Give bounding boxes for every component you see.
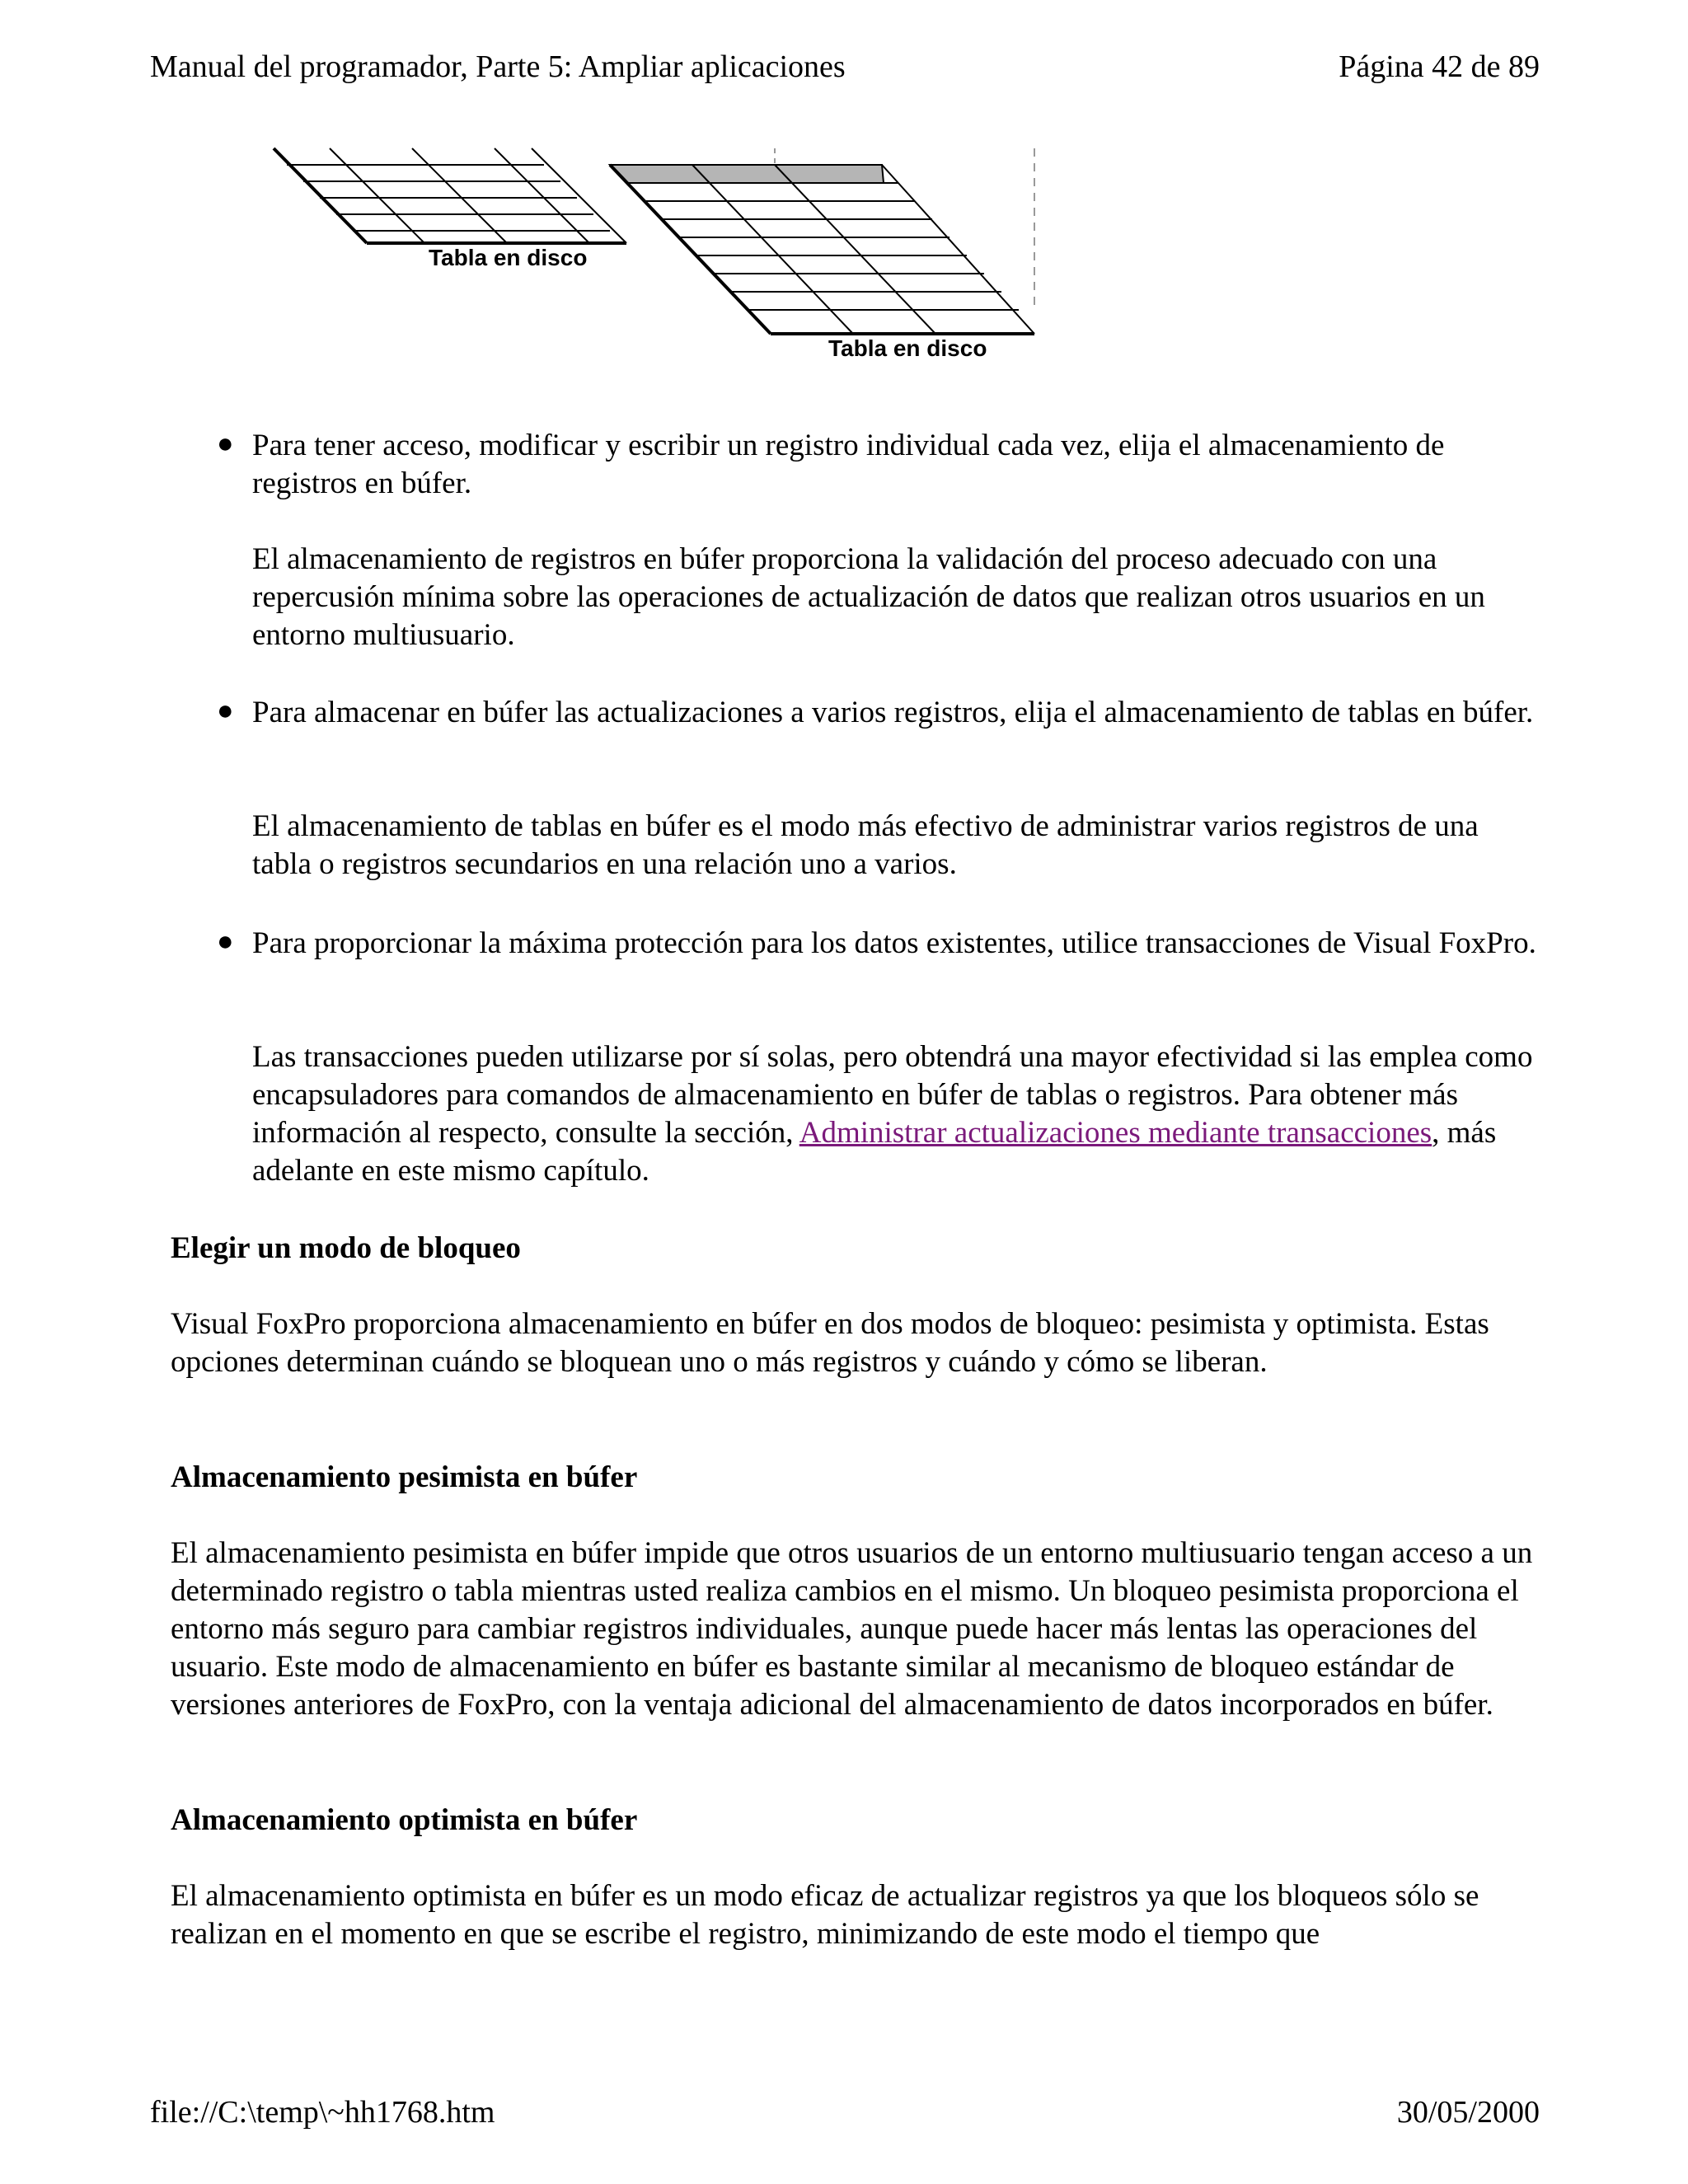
bullet-1-detail: El almacenamiento de registros en búfer proporciona la validación del proceso adecuado con una repercusión mínima sobre las operaciones de actualización de datos que realizan otros usuarios en un entorno multiusuario. xyxy=(252,542,1485,652)
bullet-3-text: Para proporcionar la máxima protección para los datos existentes, utilice transacciones de Visual FoxPro. xyxy=(252,926,1536,960)
heading-lock-mode: Elegir un modo de bloqueo xyxy=(171,1231,521,1265)
bullet-3-detail xyxy=(252,1038,1538,1190)
bullet-1-text: Para tener acceso, modificar y escribir un registro individual cada vez, elija el almacenamiento de registros en búfer. xyxy=(252,429,1445,500)
transactions-link[interactable]: Administrar actualizaciones mediante transacciones xyxy=(799,1116,1432,1150)
right-disk-table xyxy=(610,148,1034,334)
bullet-3-detail-pre: Las transacciones pueden utilizarse por sí solas, pero obtendrá una mayor efectividad si las emplea como encapsuladores para comandos de almacenamiento en búfer de tablas o registros. Para obtener más información al respecto, consulte la sección, xyxy=(252,1040,1533,1150)
bullet-2-text: Para almacenar en búfer las actualizaciones a varios registros, elija el almacenamiento de tablas en búfer. xyxy=(252,696,1534,729)
bullet-2-dot: ● xyxy=(217,696,234,726)
bullet-3-detail-post: , más adelante en este mismo capítulo. xyxy=(252,1116,1497,1188)
right-table-caption: Tabla en disco xyxy=(828,335,987,361)
bullet-3-dot: ● xyxy=(217,926,234,957)
bullet-2-detail: El almacenamiento de tablas en búfer es el modo más efectivo de administrar varios registros de una tabla o registros secundarios en una relación uno a varios. xyxy=(252,809,1479,881)
pessimistic-paragraph: El almacenamiento pesimista en búfer impide que otros usuarios de un entorno multiusuario tengan acceso a un determinado registro o tabla mientras usted realiza cambios en el mismo. Un bloqueo pesimista proporciona el entorno más seguro para cambiar registros individuales, aunque puede hacer más lentas las operaciones del usuario. Este modo de almacenamiento en búfer es bastante similar al mecanismo de bloqueo estándar de versiones anteriores de FoxPro, con la ventaja adicional del almacenamiento de datos incorporados en búfer. xyxy=(171,1536,1533,1722)
left-table-caption: Tabla en disco xyxy=(429,245,588,270)
footer-file-path: file://C:\temp\~hh1768.htm xyxy=(150,2095,495,2130)
optimistic-paragraph: El almacenamiento optimista en búfer es un modo eficaz de actualizar registros ya que los bloqueos sólo se realizan en el momento en que se escribe el registro, minimizando de este modo el tiempo que xyxy=(171,1879,1479,1951)
optimistic-paragraph-clipped xyxy=(171,1877,1555,1951)
left-disk-table xyxy=(274,148,626,243)
footer-date: 30/05/2000 xyxy=(1396,2095,1540,2130)
lock-mode-paragraph: Visual FoxPro proporciona almacenamiento en búfer en dos modos de bloqueo: pesimista y optimista. Estas opciones determinan cuándo se bloquean uno o más registros y cuándo y cómo se liberan. xyxy=(171,1307,1489,1379)
page-header-title: Manual del programador, Parte 5: Ampliar aplicaciones xyxy=(150,49,846,84)
page-number: Página 42 de 89 xyxy=(1339,49,1540,84)
heading-pessimistic: Almacenamiento pesimista en búfer xyxy=(171,1460,638,1494)
table-buffering-figure xyxy=(264,140,1055,371)
bullet-1-dot: ● xyxy=(217,429,234,459)
heading-optimistic: Almacenamiento optimista en búfer xyxy=(171,1803,638,1837)
